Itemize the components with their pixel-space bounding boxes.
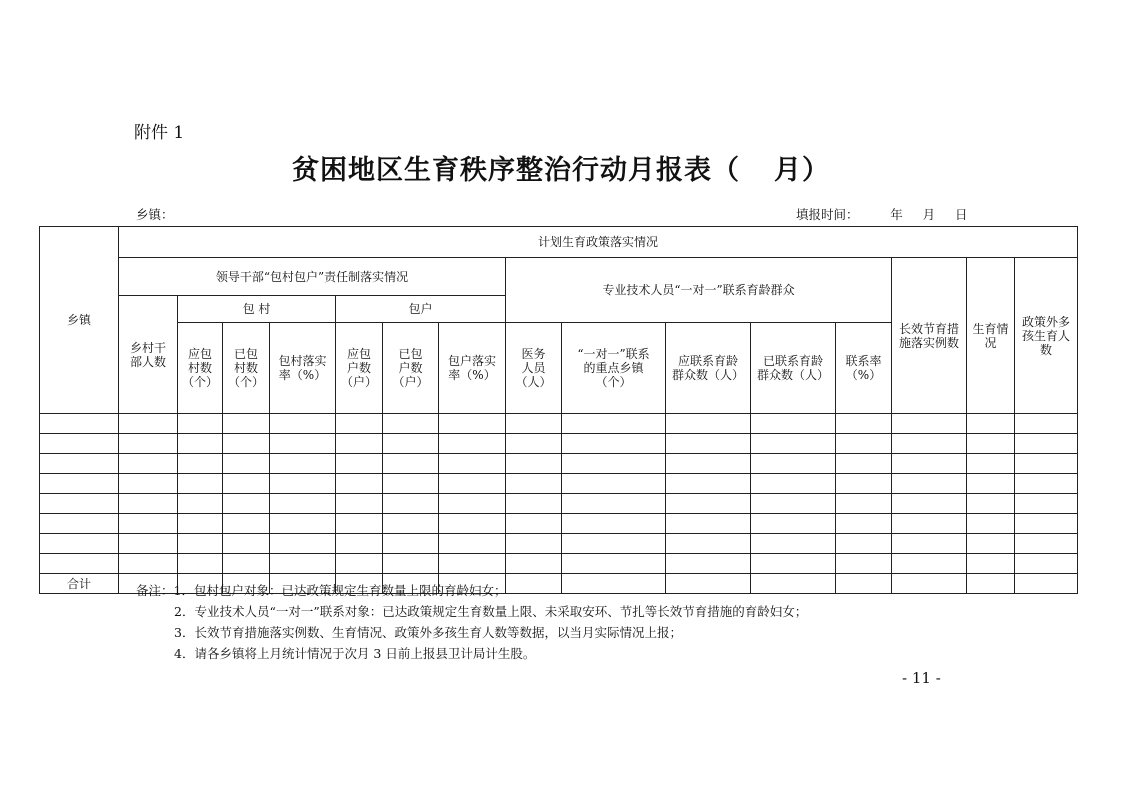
header-long-term-measures: 长效节育措施落实例数 <box>892 258 967 414</box>
data-rows <box>40 414 1078 574</box>
header-village-done: 已包 村数 （个） <box>223 323 270 414</box>
table-cell[interactable] <box>836 514 892 534</box>
table-cell[interactable] <box>1015 494 1078 514</box>
table-cell[interactable] <box>223 534 270 554</box>
table-cell[interactable] <box>178 434 223 454</box>
header-household-done: 已包 户数 （户） <box>383 323 439 414</box>
table-cell[interactable] <box>270 454 336 474</box>
header-household-sub: 包户 <box>336 296 506 323</box>
table-cell[interactable] <box>836 414 892 434</box>
total-cell[interactable] <box>1015 574 1078 594</box>
header-town: 乡镇 <box>40 227 119 414</box>
table-cell[interactable] <box>223 474 270 494</box>
table-cell[interactable] <box>119 534 178 554</box>
header-key-towns: “一对一”联系 的重点乡镇 （个） <box>562 323 666 414</box>
table-cell[interactable] <box>666 474 751 494</box>
table-cell[interactable] <box>562 494 666 514</box>
title-main: 贫困地区生育秩序整治行动月报表（ <box>292 155 740 186</box>
table-cell[interactable] <box>836 474 892 494</box>
table-cell[interactable] <box>439 474 506 494</box>
table-cell[interactable] <box>270 474 336 494</box>
table-cell[interactable] <box>270 534 336 554</box>
table-cell[interactable] <box>967 414 1015 434</box>
table-cell[interactable] <box>506 534 562 554</box>
note-line: 备注：1．包村包户对象：已达政策规定生育数量上限的育龄妇女； <box>136 583 507 598</box>
table-cell[interactable] <box>40 534 119 554</box>
note-line: 2．专业技术人员“一对一”联系对象：已达政策规定生育数量上限、未采取安环、节扎等长效节育措施的育龄妇女； <box>174 604 808 619</box>
table-cell[interactable] <box>178 474 223 494</box>
table-cell[interactable] <box>562 454 666 474</box>
table-cell[interactable] <box>1015 414 1078 434</box>
page-number: - 11 - <box>902 669 941 687</box>
table-cell[interactable] <box>270 514 336 534</box>
table-cell[interactable] <box>1015 514 1078 534</box>
table-cell[interactable] <box>40 414 119 434</box>
table-cell[interactable] <box>967 514 1015 534</box>
table-cell[interactable] <box>666 554 751 574</box>
table-cell[interactable] <box>836 454 892 474</box>
table-cell[interactable] <box>223 434 270 454</box>
table-cell[interactable] <box>336 494 383 514</box>
table-cell[interactable] <box>178 534 223 554</box>
attachment-label: 附件 1 <box>134 123 185 143</box>
header-medical-staff: 医务 人员 （人） <box>506 323 562 414</box>
table-cell[interactable] <box>439 414 506 434</box>
table-cell[interactable] <box>751 414 836 434</box>
table-cell[interactable] <box>967 534 1015 554</box>
table-cell[interactable] <box>178 554 223 574</box>
table-cell[interactable] <box>892 434 967 454</box>
town-label: 乡镇： <box>136 207 174 222</box>
table-row <box>40 514 1078 534</box>
fill-time-label: 填报时间： 年 月 日 <box>796 207 968 222</box>
table-cell[interactable] <box>40 454 119 474</box>
table-cell[interactable] <box>439 554 506 574</box>
table-cell[interactable] <box>336 454 383 474</box>
page-title <box>0 148 1122 187</box>
table-cell[interactable] <box>751 514 836 534</box>
table-cell[interactable] <box>439 434 506 454</box>
table-row <box>40 414 1078 434</box>
table-cell[interactable] <box>836 434 892 454</box>
table-cell[interactable] <box>967 474 1015 494</box>
table-cell[interactable] <box>562 554 666 574</box>
table-cell[interactable] <box>119 414 178 434</box>
table-cell[interactable] <box>270 434 336 454</box>
table-cell[interactable] <box>666 434 751 454</box>
table-cell[interactable] <box>892 554 967 574</box>
header-tech-group: 专业技术人员“一对一”联系育龄群众 <box>506 258 892 323</box>
header-done-contact: 已联系育龄 群众数（人） <box>751 323 836 414</box>
report-table <box>39 226 1078 594</box>
table-cell[interactable] <box>666 414 751 434</box>
header-cadres: 乡村干 部人数 <box>119 296 178 414</box>
table-cell[interactable] <box>562 534 666 554</box>
table-cell[interactable] <box>270 414 336 434</box>
table-cell[interactable] <box>40 474 119 494</box>
table-cell[interactable] <box>1015 474 1078 494</box>
table-cell[interactable] <box>178 414 223 434</box>
notes <box>136 580 807 664</box>
table-cell[interactable] <box>892 494 967 514</box>
table-cell[interactable] <box>383 454 439 474</box>
table-cell[interactable] <box>439 454 506 474</box>
table-cell[interactable] <box>892 514 967 534</box>
table-cell[interactable] <box>40 494 119 514</box>
table-cell[interactable] <box>892 474 967 494</box>
table-cell[interactable] <box>892 534 967 554</box>
table-cell[interactable] <box>336 474 383 494</box>
table-cell[interactable] <box>562 434 666 454</box>
table-cell[interactable] <box>967 494 1015 514</box>
table-cell[interactable] <box>967 454 1015 474</box>
table-cell[interactable] <box>178 514 223 534</box>
table-cell[interactable] <box>119 474 178 494</box>
table-cell[interactable] <box>751 554 836 574</box>
table-row <box>40 554 1078 574</box>
table-cell[interactable] <box>223 414 270 434</box>
title-end: 月） <box>774 155 830 186</box>
table-cell[interactable] <box>751 494 836 514</box>
table-cell[interactable] <box>223 554 270 574</box>
table-cell[interactable] <box>562 414 666 434</box>
table-cell[interactable] <box>270 494 336 514</box>
header-should-contact: 应联系育龄 群众数（人） <box>666 323 751 414</box>
table-cell[interactable] <box>892 414 967 434</box>
table-cell[interactable] <box>1015 554 1078 574</box>
table-cell[interactable] <box>223 454 270 474</box>
table-cell[interactable] <box>1015 534 1078 554</box>
table-cell[interactable] <box>119 514 178 534</box>
table-cell[interactable] <box>751 474 836 494</box>
table-cell[interactable] <box>439 494 506 514</box>
table-cell[interactable] <box>40 554 119 574</box>
total-cell[interactable] <box>836 574 892 594</box>
table-cell[interactable] <box>223 514 270 534</box>
table-cell[interactable] <box>336 534 383 554</box>
table-cell[interactable] <box>506 454 562 474</box>
table-row <box>40 434 1078 454</box>
table-cell[interactable] <box>439 514 506 534</box>
table-cell[interactable] <box>383 554 439 574</box>
table-cell[interactable] <box>836 534 892 554</box>
table-cell[interactable] <box>40 434 119 454</box>
table-cell[interactable] <box>562 474 666 494</box>
table-cell[interactable] <box>666 494 751 514</box>
header-village-should: 应包 村数 （个） <box>178 323 223 414</box>
table-cell[interactable] <box>506 494 562 514</box>
table-cell[interactable] <box>506 554 562 574</box>
table-row <box>40 454 1078 474</box>
table-row <box>40 534 1078 554</box>
table-cell[interactable] <box>178 454 223 474</box>
table-cell[interactable] <box>751 434 836 454</box>
table-cell[interactable] <box>119 434 178 454</box>
table-cell[interactable] <box>383 514 439 534</box>
total-label: 合计 <box>40 574 119 594</box>
table-cell[interactable] <box>967 554 1015 574</box>
table-cell[interactable] <box>506 514 562 534</box>
table-cell[interactable] <box>270 554 336 574</box>
table-cell[interactable] <box>666 534 751 554</box>
header-village-sub: 包 村 <box>178 296 336 323</box>
table-cell[interactable] <box>666 514 751 534</box>
note-line: 4．请各乡镇将上月统计情况于次月 3 日前上报县卫计局计生股。 <box>174 646 536 661</box>
header-leader-group: 领导干部“包村包户”责任制落实情况 <box>119 258 506 296</box>
table-cell[interactable] <box>383 494 439 514</box>
table-cell[interactable] <box>967 434 1015 454</box>
header-village-rate: 包村落实 率（%） <box>270 323 336 414</box>
header-birth-status: 生育情况 <box>967 258 1015 414</box>
table-cell[interactable] <box>178 494 223 514</box>
header-household-should: 应包 户数 （户） <box>336 323 383 414</box>
table-cell[interactable] <box>336 514 383 534</box>
table-cell[interactable] <box>336 434 383 454</box>
table-cell[interactable] <box>836 494 892 514</box>
table-cell[interactable] <box>751 454 836 474</box>
header-outside-policy: 政策外多孩生育人数 <box>1015 258 1078 414</box>
note-line: 3．长效节育措施落实例数、生育情况、政策外多孩生育人数等数据，以当月实际情况上报； <box>174 625 682 640</box>
table-cell[interactable] <box>836 554 892 574</box>
table-cell[interactable] <box>119 494 178 514</box>
table-cell[interactable] <box>383 414 439 434</box>
table-cell[interactable] <box>439 534 506 554</box>
table-cell[interactable] <box>40 514 119 534</box>
table-cell[interactable] <box>506 414 562 434</box>
table-row <box>40 474 1078 494</box>
table-cell[interactable] <box>119 454 178 474</box>
table-cell[interactable] <box>666 454 751 474</box>
table-cell[interactable] <box>336 554 383 574</box>
total-cell[interactable] <box>967 574 1015 594</box>
table-cell[interactable] <box>751 534 836 554</box>
header-household-rate: 包户落实 率（%） <box>439 323 506 414</box>
total-cell[interactable] <box>892 574 967 594</box>
table-cell[interactable] <box>1015 434 1078 454</box>
table-cell[interactable] <box>506 474 562 494</box>
table-cell[interactable] <box>506 434 562 454</box>
table-cell[interactable] <box>1015 454 1078 474</box>
table-cell[interactable] <box>892 454 967 474</box>
table-cell[interactable] <box>383 534 439 554</box>
table-cell[interactable] <box>383 474 439 494</box>
header-contact-rate: 联系率 （%） <box>836 323 892 414</box>
table-cell[interactable] <box>223 494 270 514</box>
header-plan-policy: 计划生育政策落实情况 <box>119 227 1078 258</box>
table-cell[interactable] <box>336 414 383 434</box>
table-cell[interactable] <box>383 434 439 454</box>
table-cell[interactable] <box>119 554 178 574</box>
table-row <box>40 494 1078 514</box>
table-cell[interactable] <box>562 514 666 534</box>
